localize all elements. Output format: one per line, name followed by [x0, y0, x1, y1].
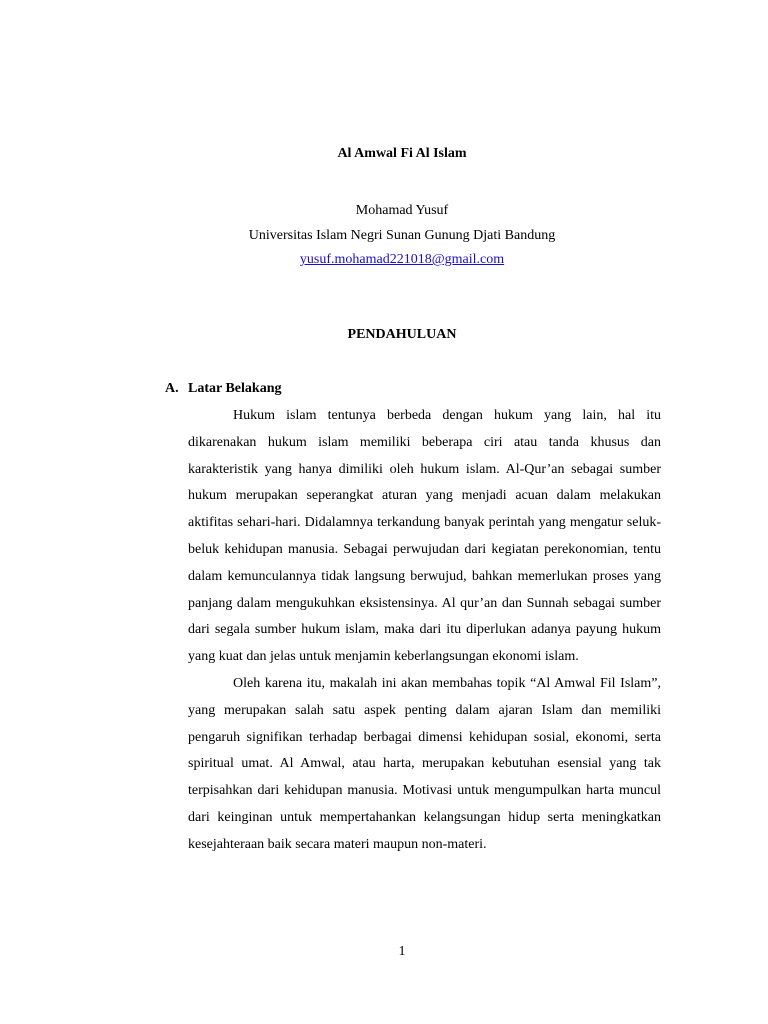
paper-title: Al Amwal Fi Al Islam [337, 146, 467, 161]
page-number: 1 [398, 944, 406, 959]
subsection-title: Latar Belakang [188, 381, 282, 396]
section-heading: PENDAHULUAN [347, 327, 457, 342]
author-name: Mohamad Yusuf [355, 203, 449, 218]
paragraph: Oleh karena itu, makalah ini akan membahas topik “Al Amwal Fil Islam”, yang merupakan salah satu aspek penting dalam ajaran Islam dan memiliki pengaruh signifikan terhadap berbagai dimensi kehidupan sosial, ekonomi, serta spiritual umat. Al Amwal, atau harta, merupakan kebutuhan esensial yang tak terpisahkan dari kehidupan manusia. Motivasi untuk mengumpulkan harta muncul dari keinginan untuk mempertahankan kelangsungan hidup serta meningkatkan kesejahteraan baik secara materi maupun non-materi. [188, 675, 661, 852]
author-affiliation: Universitas Islam Negri Sunan Gunung Djati Bandung [248, 227, 556, 243]
subsection-heading [165, 381, 281, 397]
body-text [188, 403, 661, 859]
paragraph: Hukum islam tentunya berbeda dengan hukum yang lain, hal itu dikarenakan hukum islam memiliki beberapa ciri atau tanda khusus dan karakteristik yang hanya dimiliki oleh hukum islam. Al-Qur’an sebagai sumber hukum merupakan seperangkat aturan yang menjadi acuan dalam melakukan aktifitas sehari-hari. Didalamnya terkandung banyak perintah yang mengatur seluk-beluk kehidupan manusia. Sebagai perwujudan dari kegiatan perekonomian, tentu dalam kemunculannya tidak langsung berwujud, bahkan memerlukan proses yang panjang dalam mengukuhkan eksistensinya. Al qur’an dan Sunnah sebagai sumber dari segala sumber hukum islam, maka dari itu diperlukan adanya payung hukum yang kuat dan jelas untuk menjamin keberlangsungan ekonomi islam. [188, 408, 661, 665]
author-email-link[interactable]: yusuf.mohamad221018@gmail.com [299, 252, 505, 267]
author-block [0, 199, 768, 273]
subsection-number: A. [165, 381, 179, 396]
